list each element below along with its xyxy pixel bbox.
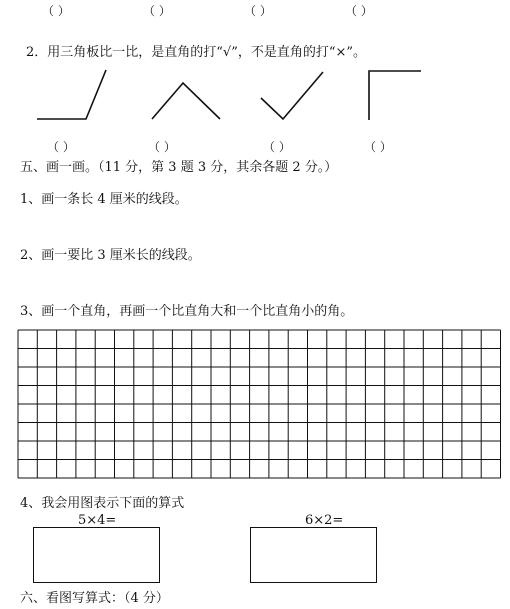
top-answer-paren-4: （ ） [345,4,373,18]
answer-box-5x4[interactable] [33,527,160,583]
section-5-item-4: 4、我会用图表示下面的算式 [20,496,185,511]
answer-paren-1: （ ） [47,140,75,154]
answer-paren-2: （ ） [148,140,176,154]
expression-5x4: 5×4= [78,513,117,528]
section-5-heading: 五、画一画。（11 分，第 3 题 3 分，其余各题 2 分。） [20,160,338,175]
top-answer-paren-2: （ ） [143,4,171,18]
top-answer-paren-3: （ ） [244,4,272,18]
section-6-heading: 六、看图写算式：（4 分） [20,591,169,606]
answer-paren-4: （ ） [364,140,392,154]
top-answer-paren-1: （ ） [42,4,70,18]
section-5-item-1: 1、画一条长 4 厘米的线段。 [20,192,188,207]
answer-paren-3: （ ） [263,140,291,154]
expression-6x2: 6×2= [305,513,344,528]
question-2-text: 2．用三角板比一比，是直角的打“√”，不是直角的打“×”。 [26,45,367,60]
section-5-item-2: 2、画一要比 3 厘米长的线段。 [20,248,201,263]
section-5-item-3: 3、画一个直角，再画一个比直角大和一个比直角小的角。 [20,304,354,319]
answer-box-6x2[interactable] [250,527,377,583]
